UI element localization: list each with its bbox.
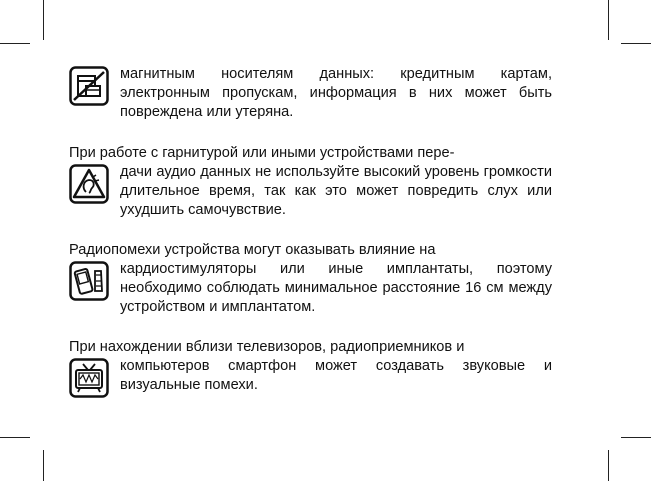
section-body: кардиостимуляторы или иные имплантаты, поэтому необходимо соблюдать минимальное расстояние 16 см между устройством и имплантатом. [120, 261, 552, 315]
section-body: дачи аудио данных не используйте высокий уровень громкости длительное время, так как это может повредить слух или ухудшить самочувствие. [120, 164, 552, 218]
section-body: магнитным носителям данных: кредитным картам, электронным пропускам, информация в них может быть повреждена или утеряна. [120, 66, 552, 120]
tv-interference-icon [69, 358, 109, 398]
section-body: компьютеров смартфон может создавать звуковые и визуальные помехи. [120, 358, 552, 393]
hearing-warning-icon [69, 164, 109, 204]
warning-magnetic-media [69, 65, 552, 122]
section-lead: Радиопомехи устройства могут оказывать влияние на [69, 242, 436, 258]
section-lead: При работе с гарнитурой или иными устройствами пере- [69, 145, 455, 161]
magnetic-card-warning-icon [69, 66, 109, 106]
section-lead: При нахождении вблизи телевизоров, радиоприемников и [69, 339, 465, 355]
warning-tv-interference [69, 338, 552, 398]
warning-pacemaker [69, 241, 552, 317]
warning-hearing [69, 144, 552, 220]
pacemaker-phone-icon [69, 261, 109, 301]
